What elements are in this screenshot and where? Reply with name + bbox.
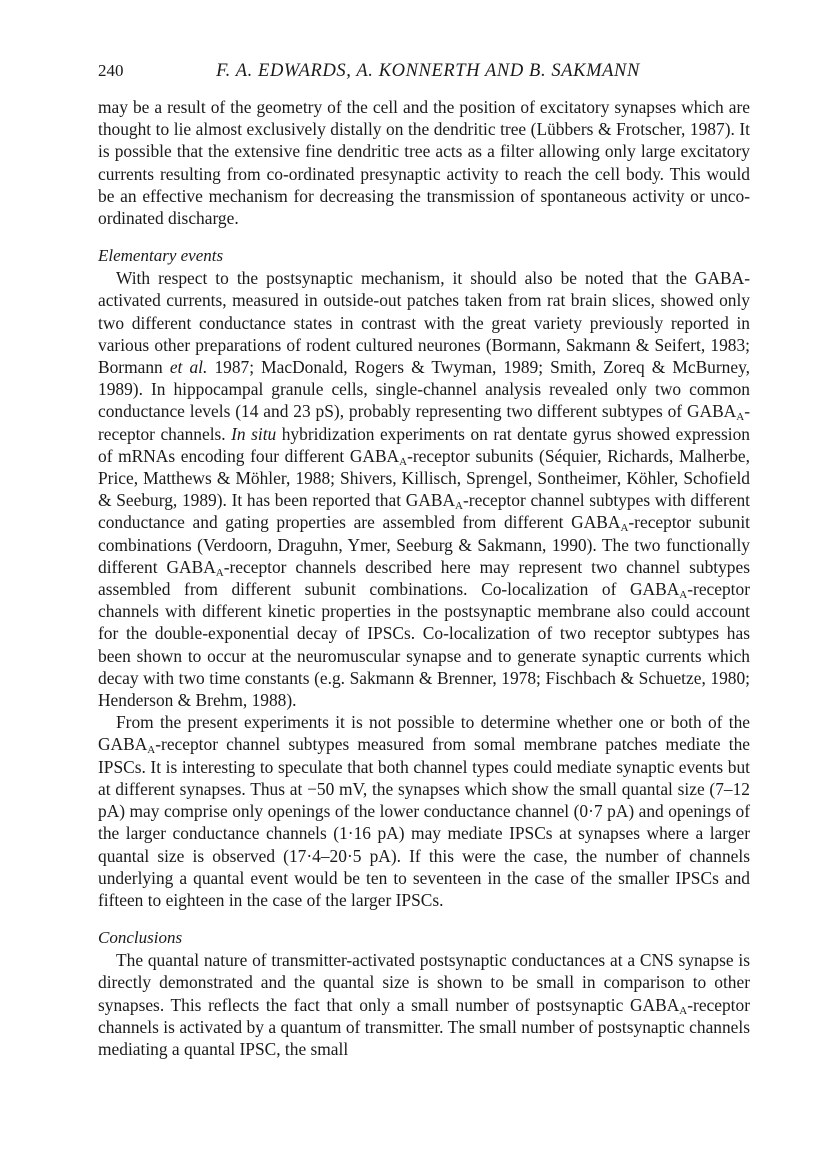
- journal-page: [98, 60, 750, 1060]
- running-head: F. A. EDWARDS, A. KONNERTH AND B. SAKMANN: [216, 61, 640, 81]
- paragraph-continued: may be a result of the geometry of the cell and the position of excitatory synapses which are thought to lie almost exclusively distally on the dendritic tree (Lübbers & Frotscher, 1987). It is possible that the extensive fine dendritic tree acts as a filter allowing only large excitatory currents resulting from co-ordinated presynaptic activity to reach the cell body. This would be an effective mechanism for decreasing the transmission of spontaneous activity or unco-ordinated discharge.: [98, 97, 750, 229]
- paragraph-elementary-events-2: From the present experiments it is not possible to determine whether one or both of the $GABA_A$-receptor channel subtypes measured from somal membrane patches mediate the IPSCs. It is interesting to speculate that both channel types could mediate synaptic events but at different synapses. Thus at −50 mV, the synapses which show the small quantal size (7–12 pA) may comprise only openings of the lower conductance channel (0·7 pA) and openings of the larger conductance channels (1·16 pA) may mediate IPSCs at synapses where a larger quantal size is observed (17·4–20·5 pA). If this were the case, the number of channels underlying a quantal event would be ten to seventeen in the case of the smaller IPSCs and fifteen to eighteen in the case of the larger IPSCs.: [98, 712, 750, 910]
- paragraph-conclusions-1: The quantal nature of transmitter-activated postsynaptic conductances at a CNS synapse is directly demonstrated and the quantal size is shown to be small in comparison to other synapses. This reflects the fact that only a small number of postsynaptic $GABA_A$-receptor channels is activated by a quantum of transmitter. The small number of postsynaptic channels mediating a quantal IPSC, the small: [98, 950, 750, 1059]
- section-heading-elementary-events: Elementary events: [98, 246, 224, 266]
- paragraph-elementary-events-1: With respect to the postsynaptic mechanism, it should also be noted that the GABA-activated currents, measured in outside-out patches taken from rat brain slices, showed only two different conductance states in contrast with the great variety previously reported in various other preparations of rodent cultured neurones (Bormann, Sakmann & Seifert, 1983; Bormann et al. 1987; MacDonald, Rogers & Twyman, 1989; Smith, Zoreq & McBurney, 1989). In hippocampal granule cells, single-channel analysis revealed only two common conductance levels (14 and 23 pS), probably representing two different subtypes of $GABA_A$-receptor channels. In situ hybridization experiments on rat dentate gyrus showed expression of mRNAs encoding four different $GABA_A$-receptor subunits (Séquier, Richards, Malherbe, Price, Matthews & Möhler, 1988; Shivers, Killisch, Sprengel, Sontheimer, Köhler, Schofield & Seeburg, 1989). It has been reported that $GABA_A$-receptor channel subtypes with different conductance and gating properties are assembled from different $GABA_A$-receptor subunit combinations (Verdoorn, Draguhn, Ymer, Seeburg & Sakmann, 1990). The two functionally different $GABA_A$-receptor channels described here may represent two channel subtypes assembled from different subunit combinations. Co-localization of $GABA_A$-receptor channels with different kinetic properties in the postsynaptic membrane also could account for the double-exponential decay of IPSCs. Co-localization of two receptor subtypes has been shown to occur at the neuromuscular synapse and to generate synaptic currents which decay with two time constants (e.g. Sakmann & Brenner, 1978; Fischbach & Schuetze, 1980; Henderson & Brehm, 1988).: [98, 268, 750, 711]
- section-heading-conclusions: Conclusions: [98, 928, 183, 948]
- page-number: 240: [98, 61, 124, 80]
- page-header: [98, 60, 750, 86]
